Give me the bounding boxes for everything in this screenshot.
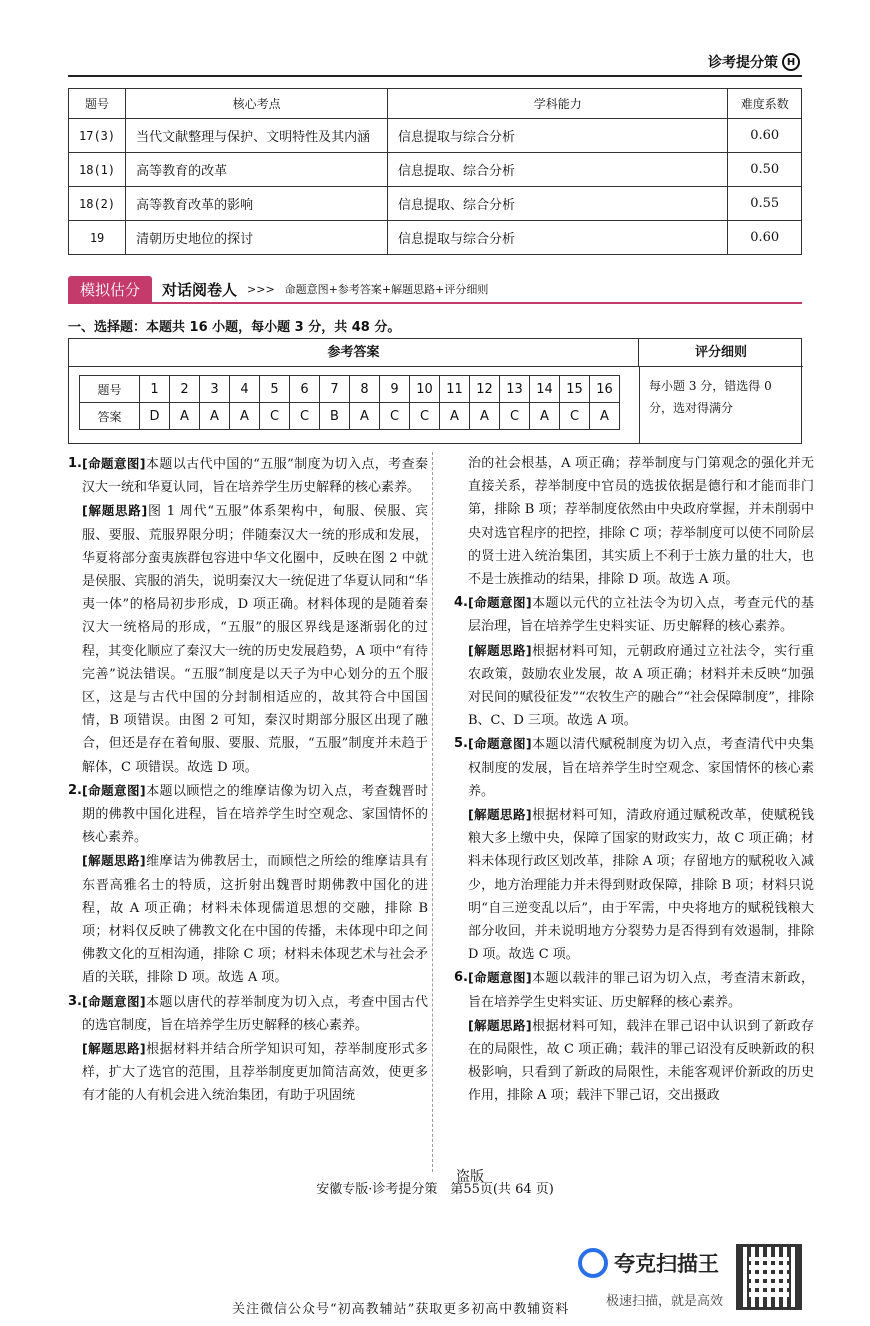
difficulty-cell: 0.60	[728, 119, 802, 153]
answer-number-cell: 16	[590, 376, 620, 403]
answer-letter-cell: A	[350, 403, 380, 430]
ability-cell: 信息提取与综合分析	[388, 221, 728, 255]
answer-number-cell: 15	[560, 376, 590, 403]
answer-table	[79, 375, 620, 430]
answer-letter-cell: C	[290, 403, 320, 430]
answer-letter-cell: C	[260, 403, 290, 430]
intent-tag: [命题意图]	[468, 736, 532, 752]
solution-tag: [解题思路]	[468, 642, 532, 658]
answer-head: 参考答案	[69, 339, 639, 367]
brand-name: 诊考提分策	[708, 55, 778, 71]
solution-text: 根据材料可知，元朝政府通过立社法令，实行重农政策，鼓励农业发展，故 A 项正确；材料并未反映“加强对民间的赋役征发”“农牧生产的融合”“社会保障制度”，排除 B、C、D 三项。故选 A 项。	[468, 643, 814, 729]
question-number: 1.	[68, 456, 82, 471]
question-3-continued	[454, 452, 814, 591]
banner-title: 对话阅卷人	[162, 280, 238, 299]
table-header-cell: 题号	[69, 89, 126, 119]
intent-text: 本题以唐代的荐举制度为切入点，考查中国古代的选官制度，旨在培养学生历史解释的核心素养。	[82, 994, 428, 1033]
answer-number-cell: 12	[470, 376, 500, 403]
answer-letter-cell: D	[140, 403, 170, 430]
banner-tag: 模拟估分	[68, 276, 152, 303]
question-number: 5.	[454, 736, 468, 752]
core-point-cell: 高等教育的改革	[126, 153, 388, 187]
question-number-cell: 18(1)	[69, 153, 126, 187]
answer-number-cell: 10	[410, 376, 440, 403]
question-2	[68, 779, 428, 990]
answer-letter-cell: A	[170, 403, 200, 430]
ability-cell: 信息提取与综合分析	[388, 119, 728, 153]
solution-text: 维摩诘为佛教居士，而顾恺之所绘的维摩诘具有东晋高雅名士的特质，这折射出魏晋时期佛教中国化的进程，故 A 项正确；材料未体现儒道思想的交融，排除 B 项；材料仅反映了佛教文化在中国的传播，未体现中印之间佛教文化的互相沟通，排除 C 项；材料未体现艺术与社会矛盾的关联，排除 D 项。故选 A 项。	[82, 854, 428, 986]
answer-number-cell: 13	[500, 376, 530, 403]
banner-arrows: >>>	[247, 282, 275, 296]
score-rule: 每小题 3 分，错选得 0 分，选对得满分	[649, 379, 772, 415]
table-row	[69, 187, 802, 221]
solution-tag: [解题思路]	[82, 1041, 146, 1057]
intent-text: 本题以古代中国的“五服”制度为切入点，考查秦汉大一统和华夏认同，旨在培养学生历史解释的核心素养。	[82, 457, 428, 496]
scanner-logo-icon	[578, 1248, 608, 1278]
solution-tag: [解题思路]	[468, 1017, 532, 1033]
solution-text: 根据材料可知，载沣在罪己诏中认识到了新政存在的局限性，故 C 项正确；载沣的罪己诏没有反映新政的积极影响，只看到了新政的局限性，未能客观评价新政的历史作用，排除 A 项；载沣下罪己诏，交出摄政	[468, 1018, 814, 1104]
answer-letter-cell: C	[560, 403, 590, 430]
section-title: 一、选择题：本题共 16 小题，每小题 3 分，共 48 分。	[68, 320, 401, 335]
left-column	[68, 452, 428, 1108]
answer-number-cell: 9	[380, 376, 410, 403]
answer-number-cell: 7	[320, 376, 350, 403]
question-number: 4.	[454, 595, 468, 611]
intent-tag: [命题意图]	[82, 993, 146, 1009]
question-number: 2.	[68, 782, 82, 798]
brand-header	[708, 52, 800, 72]
difficulty-cell: 0.60	[728, 221, 802, 255]
core-point-cell: 高等教育改革的影响	[126, 187, 388, 221]
question-5	[454, 732, 814, 966]
answer-number-cell: 8	[350, 376, 380, 403]
answer-number-cell: 2	[170, 376, 200, 403]
answer-letter-cell: C	[380, 403, 410, 430]
answer-letter-cell: A	[530, 403, 560, 430]
answer-number-cell: 5	[260, 376, 290, 403]
answer-letter-cell: C	[500, 403, 530, 430]
question-number: 3.	[68, 993, 82, 1009]
question-4	[454, 591, 814, 732]
intent-text: 本题以顾恺之的维摩诘像为切入点，考查魏晋时期的佛教中国化进程，旨在培养学生时空观念、家国情怀的核心素养。	[82, 783, 428, 846]
answer-letter-cell: A	[230, 403, 260, 430]
ability-cell: 信息提取、综合分析	[388, 187, 728, 221]
ability-cell: 信息提取、综合分析	[388, 153, 728, 187]
solution-tag: [解题思路]	[82, 853, 146, 869]
answer-number-cell: 6	[290, 376, 320, 403]
row-label: 题号	[80, 376, 140, 403]
bottom-note: 关注微信公众号“初高教辅站”获取更多初高中教辅资料	[232, 1302, 570, 1317]
intent-text: 本题以清代赋税制度为切入点，考查清代中央集权制度的发展，旨在培养学生时空观念、家国情怀的核心素养。	[468, 737, 814, 799]
divider	[639, 367, 640, 444]
solution-text: 根据材料并结合所学知识可知，荐举制度形式多样，扩大了选官的范围，且荐举制度更加简洁高效，使更多有才能的人有机会进入统治集团，有助于巩固统	[82, 1042, 428, 1104]
intent-tag: [命题意图]	[82, 782, 146, 798]
table-row	[80, 376, 620, 403]
answer-letter-cell: C	[410, 403, 440, 430]
core-point-cell: 清朝历史地位的探讨	[126, 221, 388, 255]
page-footer: 安徽专版·诊考提分策 第55页(共 64 页)	[316, 1182, 554, 1197]
solution-text: 根据材料可知，清政府通过赋税改革，使赋税钱粮大多上缴中央，保障了国家的财政实力，故 C 项正确；材料未体现行政区划改革，排除 A 项；存留地方的赋税收入减少，地方治理能力并未得到财政保障，排除 B 项；材料只说明“自三逆变乱以后”，由于军需，中央将地方的赋税钱粮大部分收回，并未说明地方分裂势力是否得到有效遏制，排除 D 项。故选 C 项。	[468, 808, 814, 963]
answer-letter-cell: A	[470, 403, 500, 430]
piracy-mark: 盗版	[456, 1169, 484, 1185]
knowledge-point-table	[68, 88, 802, 255]
section-banner	[68, 276, 802, 304]
answer-letter-cell: A	[200, 403, 230, 430]
table-row	[80, 403, 620, 430]
qr-code-icon	[736, 1244, 802, 1310]
scanner-name: 夸克扫描王	[614, 1252, 719, 1276]
scanner-slogan: 极速扫描，就是高效	[606, 1294, 724, 1309]
row-label: 答案	[80, 403, 140, 430]
banner-subtitle: 命题意图+参考答案+解题思路+评分细则	[284, 283, 489, 296]
table-header-cell: 核心考点	[126, 89, 388, 119]
table-header-cell: 学科能力	[388, 89, 728, 119]
question-number: 6.	[454, 970, 468, 986]
answer-number-cell: 1	[140, 376, 170, 403]
solution-text: 治的社会根基，A 项正确；荐举制度与门第观念的强化并无直接关系，荐举制度中官员的选拔依据是德行和才能而非门第，排除 B 项；荐举制度依然由中央政府掌握，并未削弱中央对选官程序的把控，排除 C 项；荐举制度可以使不同阶层的贤士进入统治集团，其实质上不利于士族力量的壮大，也不是士族推动的结果，排除 D 项。故选 A 项。	[468, 456, 814, 588]
intent-text: 本题以载沣的罪己诏为切入点，考查清末新政，旨在培养学生史料实证、历史解释的核心素养。	[468, 971, 814, 1010]
answer-letter-cell: A	[440, 403, 470, 430]
intent-tag: [命题意图]	[82, 456, 146, 471]
question-number-cell: 18(2)	[69, 187, 126, 221]
difficulty-cell: 0.50	[728, 153, 802, 187]
question-number-cell: 17(3)	[69, 119, 126, 153]
core-point-cell: 当代文献整理与保护、文明特性及其内涵	[126, 119, 388, 153]
top-rule	[68, 75, 802, 77]
difficulty-cell: 0.55	[728, 187, 802, 221]
table-row	[69, 221, 802, 255]
right-column	[454, 452, 814, 1108]
intent-tag: [命题意图]	[468, 970, 532, 986]
table-header-cell: 难度系数	[728, 89, 802, 119]
solution-tag: [解题思路]	[82, 503, 148, 519]
brand-logo-icon: H	[782, 53, 800, 71]
question-6	[454, 966, 814, 1107]
answer-number-cell: 14	[530, 376, 560, 403]
answer-letter-cell: B	[320, 403, 350, 430]
question-3	[68, 990, 428, 1108]
solution-tag: [解题思路]	[468, 807, 532, 823]
solution-text: 图 1 周代“五服”体系架构中，甸服、侯服、宾服、要服、荒服界限分明；伴随秦汉大一统的形成和发展，华夏将部分蛮夷族群包容进中华文化圈中，反映在图 2 中就是侯服、宾服的消失，说明秦汉大一统促进了华夏认同和“华夷一体”的格局初步形成，D 项正确。材料体现的是随着秦汉大一统格局的形成，“五服”的服区界线是逐渐弱化的过程，其变化顺应了秦汉大一统的历史发展趋势，A 项中“有待完善”说法错误。“五服”制度是以天子为中心划分的五个服区，这是与古代中国的分封制相适应的，故其符合中国国情，B 项错误。由图 2 可知，秦汉时期部分服区出现了融合，但还是存在着甸服、要服、荒服，“五服”制度并未趋于解体，C 项错误。故选 D 项。	[82, 504, 428, 775]
table-header-row	[69, 89, 802, 119]
table-row	[69, 119, 802, 153]
question-number-cell: 19	[69, 221, 126, 255]
intent-text: 本题以元代的立社法令为切入点，考查元代的基层治理，旨在培养学生史料实证、历史解释的核心素养。	[468, 596, 814, 635]
answer-number-cell: 3	[200, 376, 230, 403]
intent-tag: [命题意图]	[468, 595, 532, 611]
answer-number-cell: 4	[230, 376, 260, 403]
column-divider	[432, 452, 433, 1172]
table-row	[69, 153, 802, 187]
scanner-watermark	[578, 1248, 719, 1278]
answer-letter-cell: A	[590, 403, 620, 430]
score-head: 评分细则	[639, 339, 803, 367]
question-1	[68, 452, 428, 779]
answer-number-cell: 11	[440, 376, 470, 403]
answer-box	[68, 338, 802, 444]
